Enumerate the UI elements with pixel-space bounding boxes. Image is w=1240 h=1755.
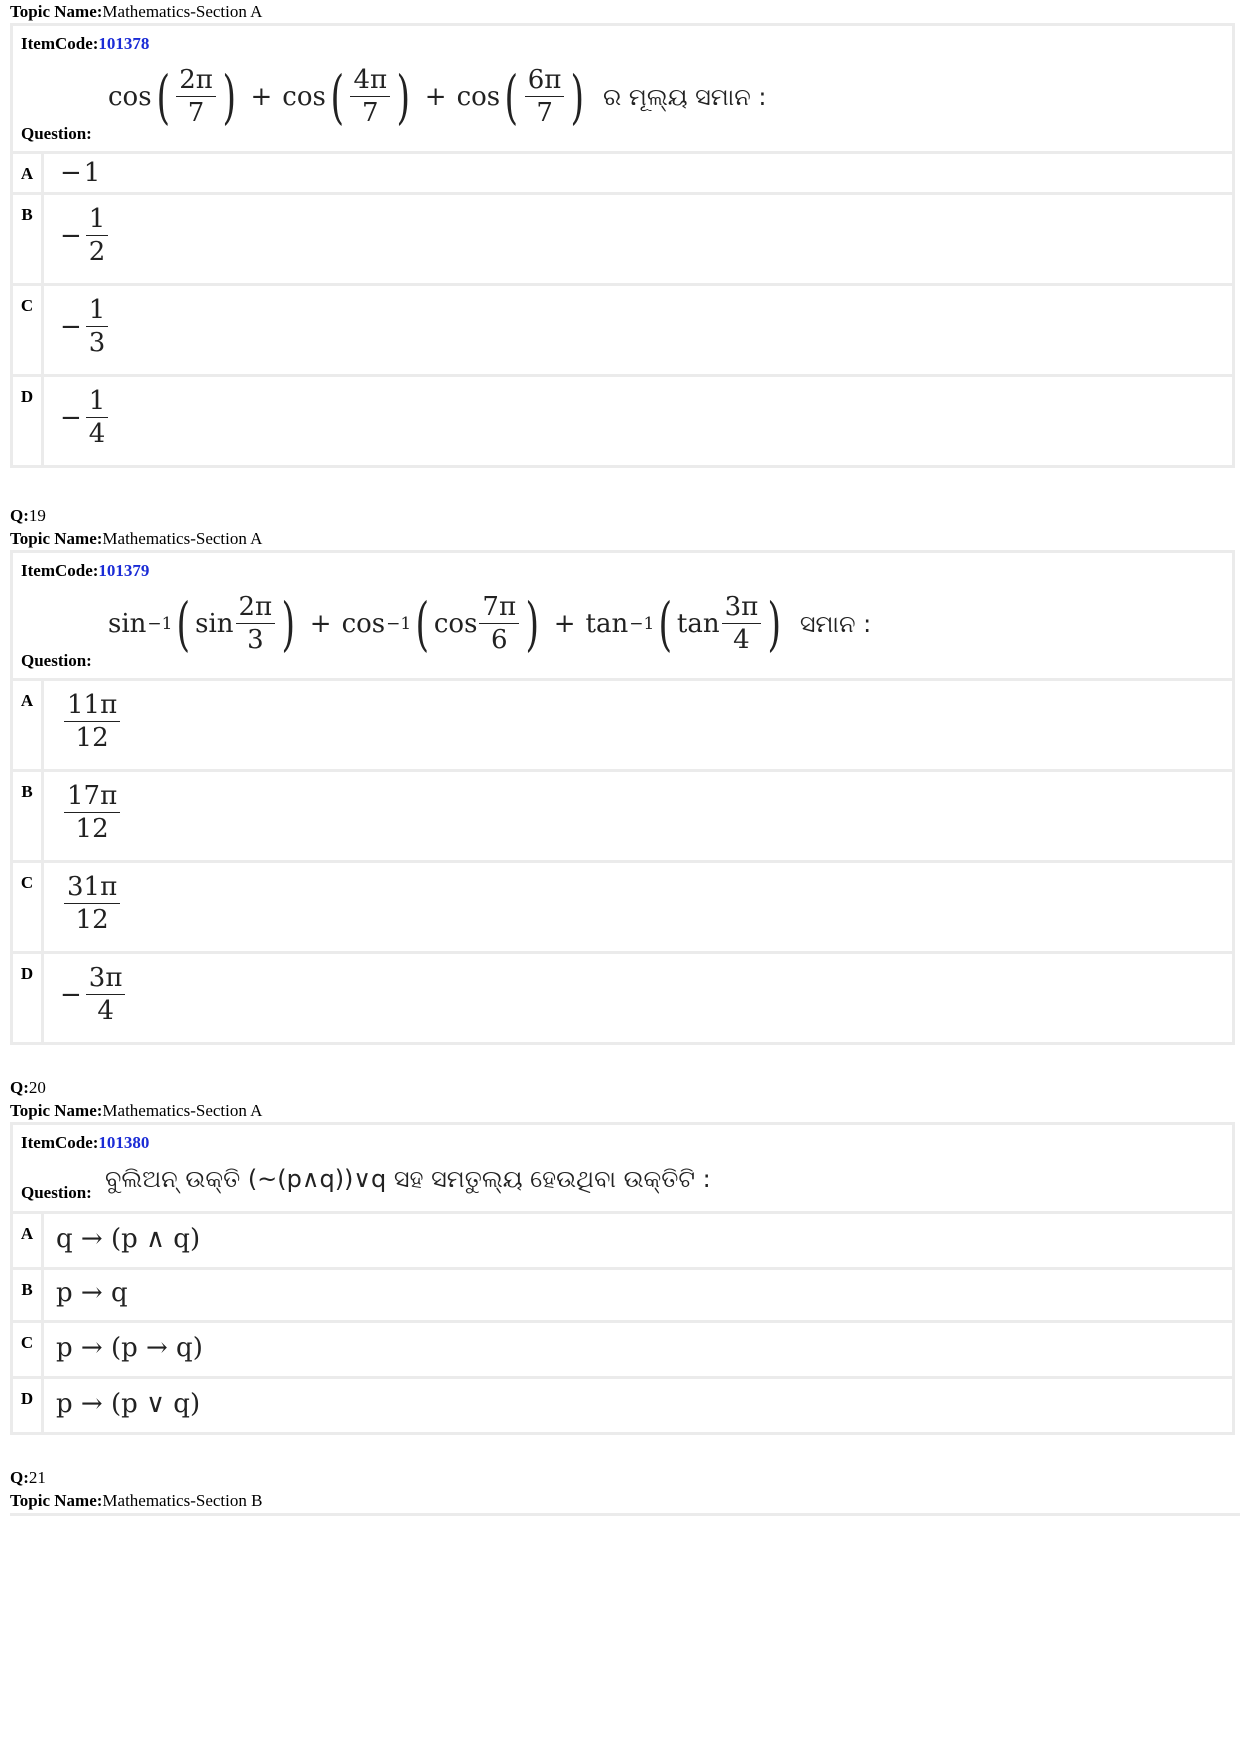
q20-block xyxy=(10,1122,1235,1435)
q19-number-line: Q:19 xyxy=(10,506,46,525)
q19-option-d[interactable]: D − $\frac{3\pi}{4}$ xyxy=(13,954,1232,1042)
q21-number: 21 xyxy=(28,1468,46,1487)
q19-option-b-fraction: $\frac{17\pi}{12}$ xyxy=(64,780,120,845)
q18-topic-line: Topic Name:Mathematics-Section A xyxy=(10,2,263,21)
q21-number-line: Q:21 xyxy=(10,1468,46,1487)
q20-itemcode: ItemCode:101380 xyxy=(21,1133,150,1152)
q20-question-panel xyxy=(13,1125,1232,1211)
q18-term-1-func: cos xyxy=(108,81,152,112)
q18-term-2-func: cos xyxy=(282,81,326,112)
q18-term-1-fraction: $\frac{2\pi}{7}$ xyxy=(176,64,216,129)
q20-question-label: Question: xyxy=(21,1183,92,1202)
q21-topic: Mathematics-Section B xyxy=(102,1491,263,1510)
q18-question-label: Question: xyxy=(21,124,92,143)
q19-question-text: ସମାନ : xyxy=(799,609,872,638)
q19-option-d-fraction: $\frac{3\pi}{4}$ xyxy=(86,962,126,1027)
q18-option-b[interactable]: B − $\frac{1}{2}$ xyxy=(13,195,1232,283)
q19-itemcode: ItemCode:101379 xyxy=(21,561,150,580)
q18-block xyxy=(10,23,1235,468)
q18-option-b-fraction: $\frac{1}{2}$ xyxy=(86,203,109,268)
q19-number: 19 xyxy=(28,506,46,525)
q21-topic-line: Topic Name:Mathematics-Section B xyxy=(10,1491,263,1510)
q19-block xyxy=(10,550,1235,1045)
q20-topic-line: Topic Name:Mathematics-Section A xyxy=(10,1101,263,1120)
q19-topic: Mathematics-Section A xyxy=(102,529,263,548)
q20-option-d-text: p → (p ∨ q) xyxy=(56,1389,201,1419)
q18-question-panel xyxy=(13,26,1232,151)
q20-option-a[interactable]: A q → (p ∧ q) xyxy=(13,1214,1232,1267)
q20-option-b-text: p → q xyxy=(56,1278,128,1308)
q20-number: 20 xyxy=(28,1078,46,1097)
q18-term-2-fraction: $\frac{4\pi}{7}$ xyxy=(350,64,390,129)
q19-question-label: Question: xyxy=(21,651,92,670)
q20-option-c-text: p → (p → q) xyxy=(56,1333,203,1363)
q19-option-a-fraction: $\frac{11\pi}{12}$ xyxy=(64,689,120,754)
q18-option-a-letter: A xyxy=(13,154,41,192)
q20-option-c[interactable]: C p → (p → q) xyxy=(13,1323,1232,1376)
q20-number-line: Q:20 xyxy=(10,1078,46,1097)
q18-question-text: ର ମୂଲ୍ୟ ସମାନ : xyxy=(603,82,767,111)
q19-option-c-fraction: $\frac{31\pi}{12}$ xyxy=(64,871,120,936)
q19-question-panel xyxy=(13,553,1232,678)
q20-option-a-text: q → (p ∧ q) xyxy=(56,1224,201,1254)
q18-option-a-value: 1 xyxy=(83,158,101,188)
q20-option-d[interactable]: D p → (p ∨ q) xyxy=(13,1379,1232,1432)
q20-option-b[interactable]: B p → q xyxy=(13,1270,1232,1320)
q21-divider xyxy=(10,1513,1240,1516)
q20-question-text: ବୁଲିଅନ୍ ଉକ୍ତି (~(p∧q))∨q ସହ ସମତୁଲ୍ୟ ହେଉଥିବା ଉକ୍ତିଟି : xyxy=(105,1165,711,1193)
q18-option-d-fraction: $\frac{1}{4}$ xyxy=(86,385,109,450)
q19-option-b[interactable]: B $\frac{17\pi}{12}$ xyxy=(13,772,1232,860)
q18-option-a[interactable]: A − 1 xyxy=(13,154,1232,192)
q18-expression: cos ( $\frac{2\pi}{7}$ ) + cos ( $\frac{4\pi}{7}$ ) + cos ( $\frac{6\pi}{7}$ ) ର ମୂଲ୍ୟ ସମାନ : xyxy=(108,62,767,131)
q19-option-a[interactable]: A $\frac{11\pi}{12}$ xyxy=(13,681,1232,769)
q18-option-c-fraction: $\frac{1}{3}$ xyxy=(86,294,109,359)
q19-topic-line: Topic Name:Mathematics-Section A xyxy=(10,529,263,548)
q20-topic: Mathematics-Section A xyxy=(102,1101,263,1120)
q18-option-c[interactable]: C − $\frac{1}{3}$ xyxy=(13,286,1232,374)
q18-topic: Mathematics-Section A xyxy=(102,2,263,21)
q19-option-c[interactable]: C $\frac{31\pi}{12}$ xyxy=(13,863,1232,951)
q18-term-3-func: cos xyxy=(456,81,501,112)
q19-expression: sin −1 ( sin $\frac{2\pi}{3}$ ) + cos −1 ( cos $\frac{7\pi}{6}$ ) + tan −1 ( tan $\frac{3\pi}{4}$ ) ସମାନ : xyxy=(108,589,872,658)
q18-itemcode: ItemCode:101378 xyxy=(21,34,150,53)
q18-option-d[interactable]: D − $\frac{1}{4}$ xyxy=(13,377,1232,465)
q18-term-3-fraction: $\frac{6\pi}{7}$ xyxy=(525,64,565,129)
